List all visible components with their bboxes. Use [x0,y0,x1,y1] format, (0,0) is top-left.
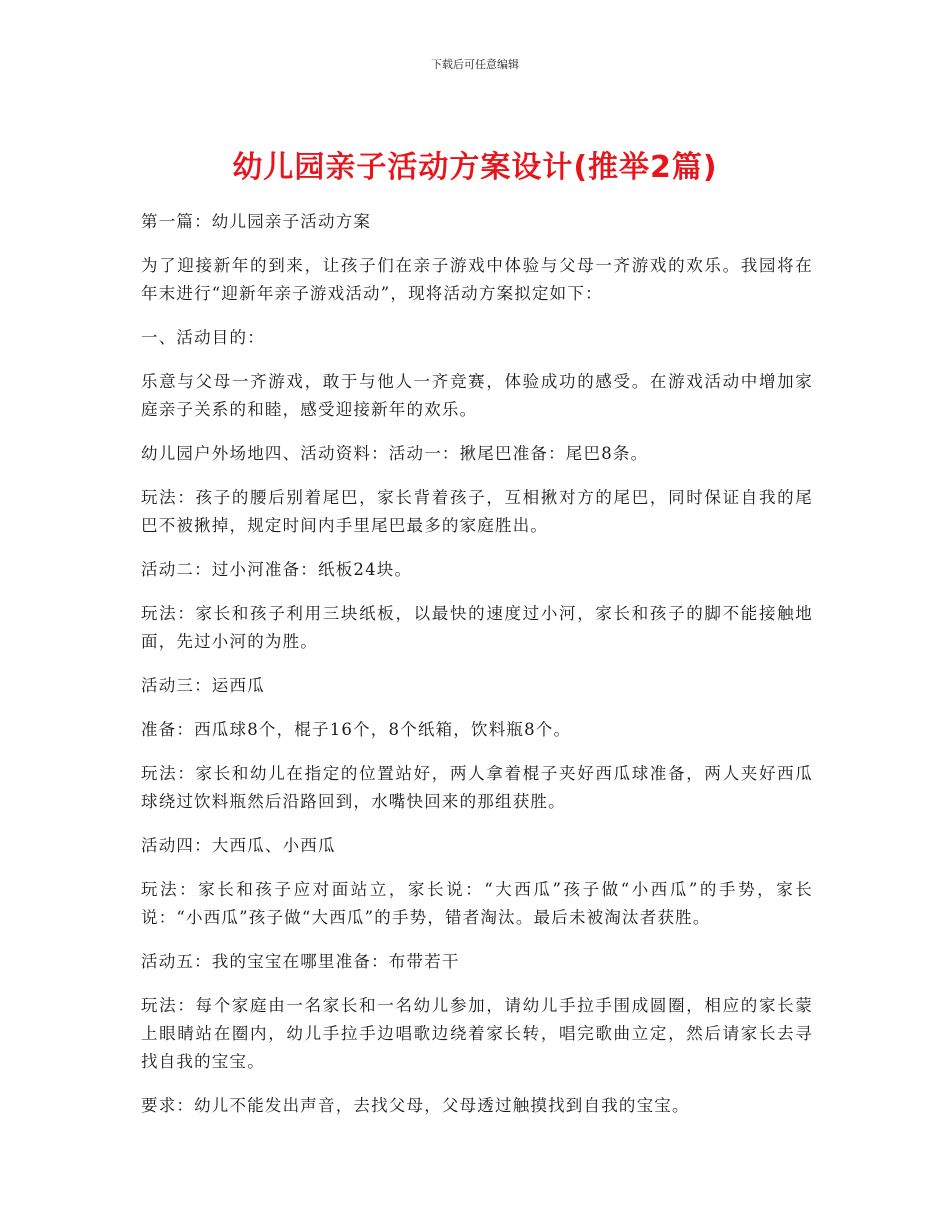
paragraph: 玩法：孩子的腰后别着尾巴，家长背着孩子，互相揪对方的尾巴，同时保证自我的尾巴不被揪掉，规定时间内手里尾巴最多的家庭胜出。 [141,488,813,535]
document-title: 幼儿园亲子活动方案设计(推举2篇) [232,150,718,185]
paragraph: 准备：西瓜球8个，棍子16个，8个纸箱，饮料瓶8个。 [141,720,572,739]
paragraph: 活动二：过小河准备：纸板24块。 [141,560,413,579]
paragraph: 活动五：我的宝宝在哪里准备：布带若干 [141,952,460,971]
paragraph: 玩法：家长和孩子应对面站立，家长说：“大西瓜”孩子做“小西瓜”的手势，家长说：“小西瓜”孩子做“大西瓜”的手势，错者淘汰。最后未被淘汰者获胜。 [141,880,813,927]
document-body [141,208,813,1136]
paragraph: 活动三：运西瓜 [141,676,265,695]
paragraph: 要求：幼儿不能发出声音，去找父母，父母透过触摸找到自我的宝宝。 [141,1096,690,1115]
header-note: 下载后可任意编辑 [431,58,519,71]
paragraph: 玩法：每个家庭由一名家长和一名幼儿参加，请幼儿手拉手围成圆圈，相应的家长蒙上眼睛站在圈内，幼儿手拉手边唱歌边绕着家长转，唱完歌曲立定，然后请家长去寻找自我的宝宝。 [141,996,813,1071]
paragraph: 玩法：家长和孩子利用三块纸板，以最快的速度过小河，家长和孩子的脚不能接触地面，先过小河的为胜。 [141,604,813,651]
section-heading: 第一篇：幼儿园亲子活动方案 [141,212,372,231]
paragraph: 乐意与父母一齐游戏，敢于与他人一齐竞赛，体验成功的感受。在游戏活动中增加家庭亲子关系的和睦，感受迎接新年的欢乐。 [141,372,813,419]
section-heading: 一、活动目的： [141,328,265,347]
paragraph: 玩法：家长和幼儿在指定的位置站好，两人拿着棍子夹好西瓜球准备，两人夹好西瓜球绕过饮料瓶然后沿路回到，水嘴快回来的那组获胜。 [141,764,813,811]
paragraph: 活动四：大西瓜、小西瓜 [141,836,336,855]
paragraph: 为了迎接新年的到来，让孩子们在亲子游戏中体验与父母一齐游戏的欢乐。我园将在年末进行“迎新年亲子游戏活动”，现将活动方案拟定如下： [141,256,813,303]
paragraph: 幼儿园户外场地四、活动资料：活动一：揪尾巴准备：尾巴8条。 [141,444,649,463]
